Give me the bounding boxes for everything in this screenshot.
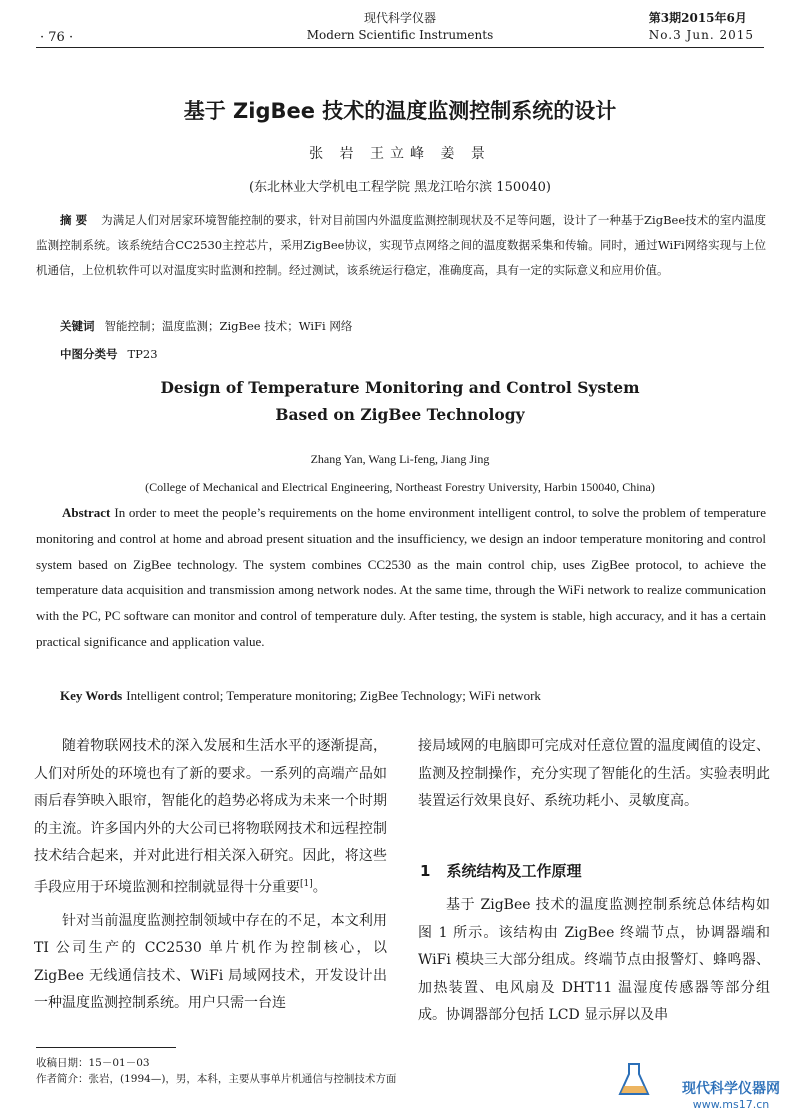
watermark [682, 1078, 780, 1111]
keywords-en [60, 688, 541, 704]
authors-en: Zhang Yan, Wang Li-feng, Jiang Jing [310, 452, 490, 466]
paper-title-en-line2: Based on ZigBee Technology [275, 405, 525, 424]
citation-ref: [1] [300, 878, 313, 889]
affiliation-en: (College of Mechanical and Electrical Engineering, Northeast Forestry University, Harbin 150040, China) [145, 480, 655, 494]
keywords-en-text: Intelligent control; Temperature monitoring; ZigBee Technology; WiFi network [126, 688, 541, 703]
journal-name-cn: 现代科学仪器 [363, 11, 436, 25]
footnote-author-info: 作者简介：张岩，(1994—)，男，本科，主要从事单片机通信与控制技术方面 [36, 1073, 397, 1085]
clc-number [60, 346, 158, 362]
abstract-cn-label: 摘 要 [60, 213, 88, 227]
issue-info [649, 10, 754, 44]
keywords-cn [60, 318, 352, 334]
paper-title-en-line1: Design of Temperature Monitoring and Control System [160, 378, 640, 397]
clc-label: 中图分类号 [60, 347, 118, 361]
abstract-en-text: In order to meet the people’s requirements on the home environment intelligent control, to solve the problem of temperature monitoring and control at home and abroad present situation and the insufficiency, we design an indoor temperature monitoring and control system based on ZigBee technology. The system combines CC2530 as the main control chip, uses ZigBee protocol, to achieve the temperature data acquisition and transmission among network nodes. At the same time, through the WiFi network to realize communication with the PC, PC software can monitor and control of temperature duly. After testing, the system is stable, high accuracy, and it has a certain practical significance and application value. [36, 505, 766, 649]
body-left-column [34, 733, 387, 1018]
abstract-en-label: Abstract [62, 505, 111, 520]
abstract-en [36, 500, 766, 655]
footnote-rule [36, 1047, 176, 1048]
section-number: 1 [420, 862, 431, 880]
abstract-cn [36, 208, 766, 283]
issue-cn: 第3期2015年6月 [648, 11, 747, 25]
keywords-cn-text: 智能控制；温度监测；ZigBee 技术；WiFi 网络 [104, 319, 353, 333]
keywords-cn-label: 关键词 [60, 319, 95, 333]
affiliation-cn: (东北林业大学机电工程学院 黑龙江哈尔滨 150040) [248, 180, 552, 195]
flask-logo-icon [618, 1062, 650, 1098]
abstract-cn-text: 为满足人们对居家环境智能控制的要求，针对目前国内外温度监测控制现状及不足等问题，设计了一种基于ZigBee技术的室内温度监测控制系统。该系统结合CC2530主控芯片，采用ZigBee协议，实现节点网络之间的温度数据采集和传输。同时，通过WiFi网络实现与上位机通信，上位机软件可以对温度实时监测和控制。经过测试，该系统运行稳定，准确度高，具有一定的实际意义和应用价值。 [36, 213, 766, 277]
section-heading [420, 860, 581, 881]
paper-title-cn: 基于 ZigBee 技术的温度监测控制系统的设计 [183, 99, 617, 123]
page-number: · 76 · [40, 30, 74, 45]
body-right-column-top [418, 733, 770, 816]
header-rule [36, 47, 764, 48]
section-title: 系统结构及工作原理 [446, 862, 582, 880]
journal-name-en: Modern Scientific Instruments [306, 28, 494, 42]
watermark-url: www.ms17.cn [692, 1098, 770, 1111]
watermark-name: 现代科学仪器网 [682, 1081, 780, 1097]
clc-text: TP23 [127, 347, 158, 361]
keywords-en-label: Key Words [60, 688, 123, 703]
authors-cn: 张 岩 王立峰 姜 景 [309, 146, 491, 162]
body-paragraph: 基于 ZigBee 技术的温度监测控制系统总体结构如图 1 所示。该结构由 ZigBee 终端节点，协调器端和 WiFi 模块三大部分组成。终端节点由报警灯、蜂鸣器、加热装置、电风扇及 DHT11 温湿度传感器等部分组成。协调器部分包括 LCD 显示屏以及串 [418, 897, 770, 1023]
body-right-column-bottom [418, 892, 770, 1030]
body-paragraph: 针对当前温度监测控制领域中存在的不足，本文利用 TI 公司生产的 CC2530 单片机作为控制核心，以 ZigBee 无线通信技术、WiFi 局域网技术，开发设计出一种温度监测控制系统。用户只需一台连 [34, 912, 387, 1012]
issue-en: No.3 Jun. 2015 [648, 28, 754, 42]
body-paragraph: 接局域网的电脑即可完成对任意位置的温度阈值的设定、监测及控制操作，充分实现了智能化的生活。实验表明此装置运行效果良好、系统功耗小、灵敏度高。 [418, 738, 770, 809]
body-paragraph: 随着物联网技术的深入发展和生活水平的逐渐提高，人们对所处的环境也有了新的要求。一系列的高端产品如雨后春笋映入眼帘，智能化的趋势必将成为未来一个时期的主流。许多国内外的大公司已将物联网技术和远程控制技术结合起来，并对此进行相关深入研究。因此，将这些手段应用于环境监测和控制就显得十分重要[1]。 [34, 738, 387, 896]
footnote-received: 收稿日期：15－01－03 [36, 1057, 150, 1069]
